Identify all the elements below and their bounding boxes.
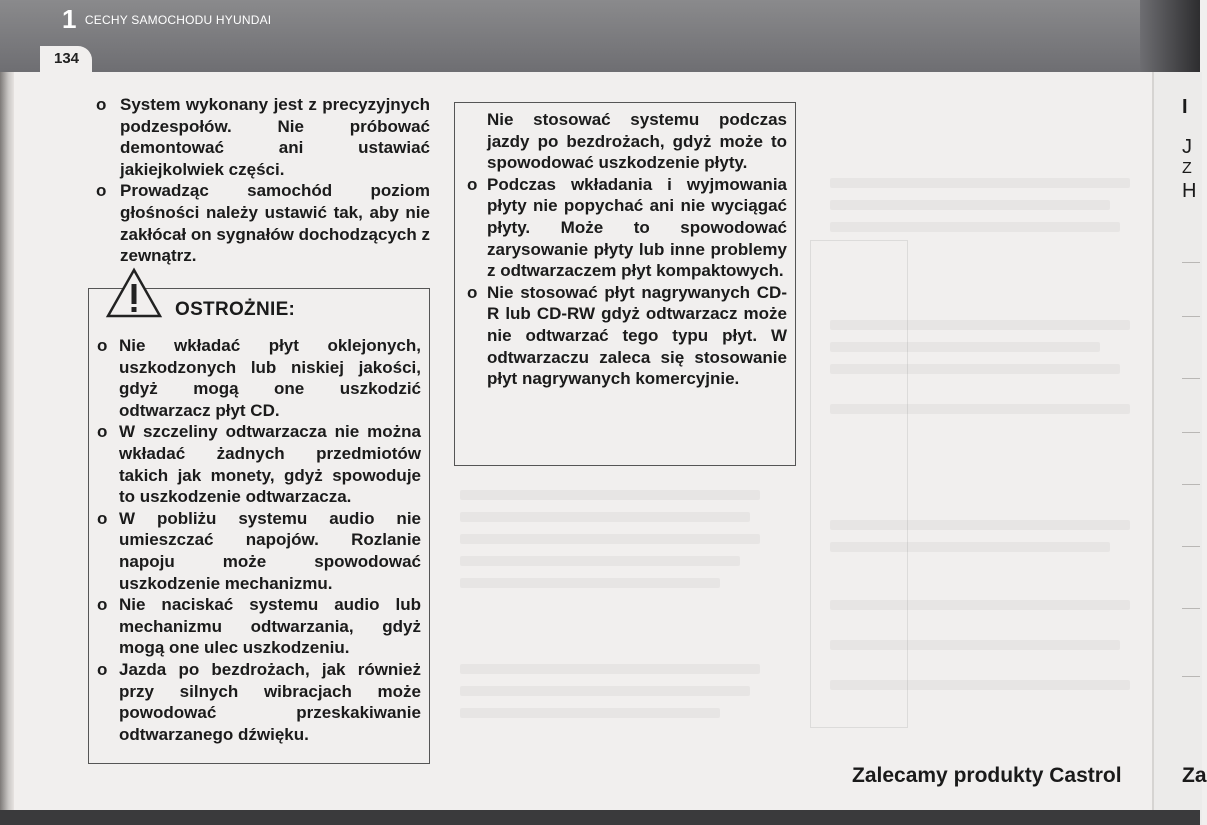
bleed-through-text	[830, 600, 1130, 610]
bleed-through-text	[460, 534, 760, 544]
caution-list	[459, 174, 787, 390]
bleed-through-text	[830, 178, 1130, 188]
warning-list	[89, 335, 421, 745]
next-page-fragment: Z	[1182, 160, 1192, 177]
bleed-through-text	[460, 686, 750, 696]
next-page-fragment: Za	[1182, 764, 1207, 787]
table-rule	[1182, 262, 1200, 263]
bleed-through-text	[460, 490, 760, 500]
header-band	[0, 0, 1160, 72]
bullet-list	[92, 94, 430, 267]
list-item: o Nie stosować płyt nagrywanych CD-R lub CD-RW gdyż odtwarzacz może nie odtwarzać tego typu płyt. W odtwarzaczu zaleca się stosowanie płyt nagrywanych komercyjnie.	[459, 282, 787, 390]
page-number: 134	[40, 46, 92, 72]
chapter-title: CECHY SAMOCHODU HYUNDAI	[84, 12, 272, 27]
bleed-through-text	[460, 664, 760, 674]
left-column	[92, 94, 430, 267]
table-rule	[1182, 316, 1200, 317]
table-rule	[1182, 608, 1200, 609]
list-item: o W pobliżu systemu audio nie umieszczać napojów. Rozlanie napoju może spowodować uszkodzenie mechanizmu.	[89, 508, 421, 594]
bleed-through-text	[460, 512, 750, 522]
list-item: o Nie wkładać płyt oklejonych, uszkodzonych lub niskiej jakości, gdyż mogą one uszkodzić odtwarzacz płyt CD.	[89, 335, 421, 421]
table-rule	[1182, 676, 1200, 677]
bleed-through-text	[830, 200, 1110, 210]
next-page-header	[1140, 0, 1200, 72]
caution-continued-box	[454, 102, 796, 466]
warning-box	[88, 288, 430, 764]
bleed-through-text	[830, 404, 1130, 414]
bottom-edge	[0, 810, 1200, 825]
table-rule	[1182, 432, 1200, 433]
list-item: o Jazda po bezdrożach, jak również przy silnych wibracjach może powodować przeskakiwanie odtwarzanego dźwięku.	[89, 659, 421, 745]
bleed-through-text	[830, 320, 1130, 330]
book-page-edge	[0, 0, 14, 825]
next-page-fragment: H	[1182, 180, 1197, 202]
bleed-through-text	[830, 520, 1130, 530]
list-item: o Nie naciskać systemu audio lub mechanizmu odtwarzania, gdyż mogą one ulec uszkodzeniu.	[89, 594, 421, 659]
table-rule	[1182, 546, 1200, 547]
next-page-fragment: I	[1182, 96, 1188, 118]
bleed-through-text	[830, 680, 1130, 690]
bleed-through-text	[460, 556, 740, 566]
list-item: o Prowadząc samochód poziom głośności należy ustawić tak, aby nie zakłócał on sygnałów dochodzących z zewnątrz.	[92, 180, 430, 266]
chapter-number: 1	[62, 4, 77, 34]
warning-triangle-icon	[105, 267, 163, 319]
table-rule	[1182, 484, 1200, 485]
list-item: o W szczeliny odtwarzacza nie można wkładać żadnych przedmiotów takich jak monety, gdyż spowoduje to uszkodzenie odtwarzacza.	[89, 421, 421, 507]
bleed-through-text	[460, 578, 720, 588]
bleed-through-text	[830, 342, 1100, 352]
warning-heading	[89, 289, 421, 335]
footer-slogan: Zalecamy produkty Castrol	[852, 764, 1122, 787]
next-page-fragment: J	[1182, 136, 1192, 158]
chapter-label	[62, 4, 271, 35]
bleed-through-text	[830, 222, 1120, 232]
bleed-through-frame	[810, 240, 908, 728]
warning-title: OSTROŻNIE:	[175, 299, 296, 320]
bleed-through-text	[460, 708, 720, 718]
bleed-through-text	[830, 640, 1120, 650]
bleed-through-text	[830, 542, 1110, 552]
list-item: o Podczas wkładania i wyjmowania płyty nie popychać ani nie wyciągać płyty. Może to spowodować zarysowanie płyty lub inne problemy z odtwarzaczem płyt kompaktowych.	[459, 174, 787, 282]
list-item: o System wykonany jest z precyzyjnych podzespołów. Nie próbować demontować ani ustawiać jakiejkolwiek części.	[92, 94, 430, 180]
bleed-through-text	[830, 364, 1120, 374]
table-rule	[1182, 378, 1200, 379]
caution-intro: Nie stosować systemu podczas jazdy po bezdrożach, gdyż może to spowodować uszkodzenie płyty.	[487, 110, 787, 173]
